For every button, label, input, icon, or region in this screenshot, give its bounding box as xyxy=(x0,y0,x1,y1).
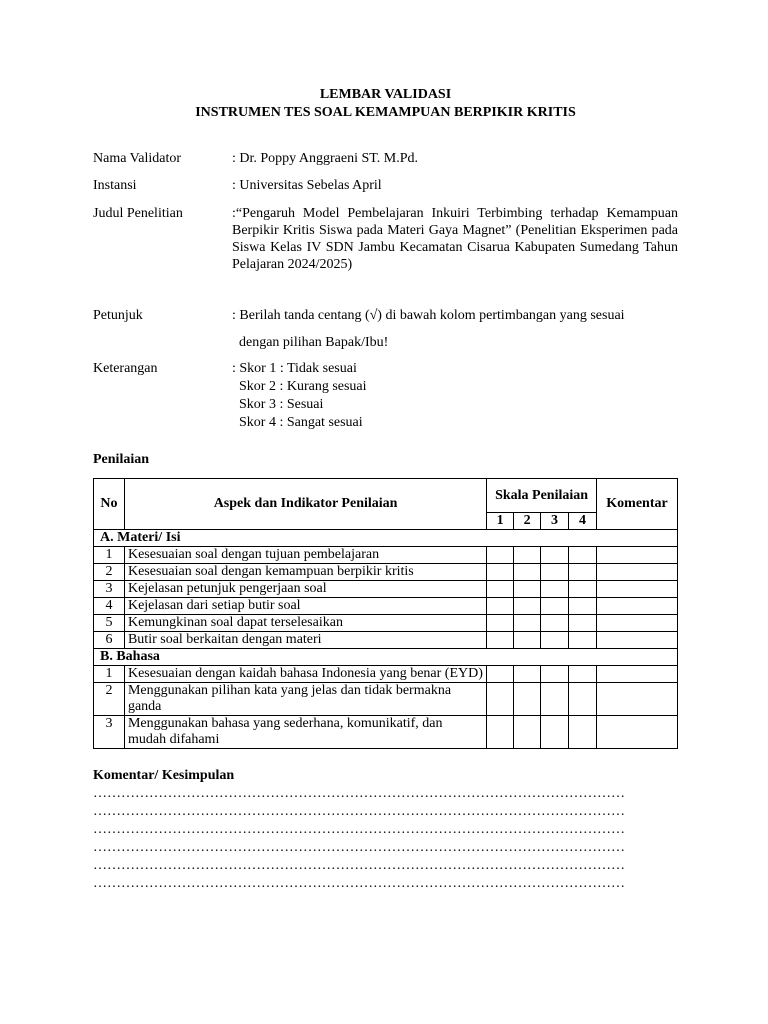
comment-line: …………………………………………………………………………………………………… xyxy=(93,876,625,891)
row-indicator: Menggunakan bahasa yang sederhana, komunikatif, dan mudah difahami xyxy=(124,716,486,749)
row-indicator: Kejelasan petunjuk pengerjaan soal xyxy=(124,581,486,598)
score-cell-1[interactable] xyxy=(487,716,514,749)
row-number: 6 xyxy=(94,632,125,649)
judul-label: Judul Penelitian xyxy=(93,206,183,221)
validator-info xyxy=(93,150,678,432)
score-cell-2[interactable] xyxy=(514,683,541,716)
score-cell-3[interactable] xyxy=(541,581,569,598)
skor-1: : Skor 1 : Tidak sesuai xyxy=(232,361,357,376)
score-cell-1[interactable] xyxy=(487,666,514,683)
keterangan-label: Keterangan xyxy=(93,361,158,376)
validator-label: Nama Validator xyxy=(93,151,181,166)
score-cell-3[interactable] xyxy=(541,632,569,649)
comment-cell[interactable] xyxy=(596,716,677,749)
row-number: 5 xyxy=(94,615,125,632)
title-line-2: INSTRUMEN TES SOAL KEMAMPUAN BERPIKIR KRITIS xyxy=(195,105,576,120)
score-cell-3[interactable] xyxy=(541,666,569,683)
score-cell-3[interactable] xyxy=(541,547,569,564)
score-cell-2[interactable] xyxy=(514,598,541,615)
row-indicator: Menggunakan pilihan kata yang jelas dan tidak bermakna ganda xyxy=(124,683,486,716)
judul-row xyxy=(93,205,678,273)
comment-line: …………………………………………………………………………………………………… xyxy=(93,858,625,873)
comment-line: …………………………………………………………………………………………………… xyxy=(93,804,625,819)
comment-line: …………………………………………………………………………………………………… xyxy=(93,786,625,801)
score-cell-2[interactable] xyxy=(514,547,541,564)
komentar-heading: Komentar/ Kesimpulan xyxy=(93,768,235,783)
header-no: No xyxy=(94,479,125,530)
row-indicator: Kesesuaian soal dengan tujuan pembelajaran xyxy=(124,547,486,564)
scale-2: 2 xyxy=(514,513,541,530)
row-indicator: Kemungkinan soal dapat terselesaikan xyxy=(124,615,486,632)
comment-cell[interactable] xyxy=(596,564,677,581)
row-number: 2 xyxy=(94,683,125,716)
scale-1: 1 xyxy=(487,513,514,530)
comment-cell[interactable] xyxy=(596,547,677,564)
score-cell-4[interactable] xyxy=(569,598,597,615)
header-aspek: Aspek dan Indikator Penilaian xyxy=(124,479,486,530)
comment-cell[interactable] xyxy=(596,598,677,615)
table-row xyxy=(94,547,678,564)
scale-4: 4 xyxy=(569,513,597,530)
score-cell-4[interactable] xyxy=(569,716,597,749)
comment-cell[interactable] xyxy=(596,666,677,683)
table-row xyxy=(94,615,678,632)
score-cell-2[interactable] xyxy=(514,632,541,649)
document-page xyxy=(93,86,678,893)
score-cell-3[interactable] xyxy=(541,716,569,749)
row-number: 4 xyxy=(94,598,125,615)
score-cell-1[interactable] xyxy=(487,683,514,716)
table-row xyxy=(94,598,678,615)
instansi-label: Instansi xyxy=(93,178,137,193)
instansi-value: : Universitas Sebelas April xyxy=(232,178,382,193)
row-number: 2 xyxy=(94,564,125,581)
comment-cell[interactable] xyxy=(596,632,677,649)
row-indicator: Butir soal berkaitan dengan materi xyxy=(124,632,486,649)
table-row xyxy=(94,683,678,716)
score-cell-1[interactable] xyxy=(487,564,514,581)
comment-cell[interactable] xyxy=(596,581,677,598)
comment-cell[interactable] xyxy=(596,615,677,632)
section-a-row xyxy=(94,530,678,547)
score-cell-2[interactable] xyxy=(514,564,541,581)
score-cell-4[interactable] xyxy=(569,666,597,683)
scale-3: 3 xyxy=(541,513,569,530)
comment-line: …………………………………………………………………………………………………… xyxy=(93,840,625,855)
score-cell-2[interactable] xyxy=(514,615,541,632)
score-cell-4[interactable] xyxy=(569,581,597,598)
score-cell-4[interactable] xyxy=(569,632,597,649)
score-cell-4[interactable] xyxy=(569,547,597,564)
score-cell-3[interactable] xyxy=(541,564,569,581)
score-cell-1[interactable] xyxy=(487,598,514,615)
score-cell-3[interactable] xyxy=(541,683,569,716)
score-cell-1[interactable] xyxy=(487,581,514,598)
penilaian-table xyxy=(93,478,678,749)
header-komentar: Komentar xyxy=(596,479,677,530)
comment-line: …………………………………………………………………………………………………… xyxy=(93,822,625,837)
skor-4: Skor 4 : Sangat sesuai xyxy=(239,415,363,430)
row-indicator: Kejelasan dari setiap butir soal xyxy=(124,598,486,615)
score-cell-1[interactable] xyxy=(487,632,514,649)
petunjuk-line-1: : Berilah tanda centang (√) di bawah kolom pertimbangan yang sesuai xyxy=(232,308,625,323)
table-row xyxy=(94,666,678,683)
row-number: 1 xyxy=(94,666,125,683)
validator-row xyxy=(93,150,678,167)
table-row xyxy=(94,581,678,598)
score-cell-4[interactable] xyxy=(569,564,597,581)
score-cell-2[interactable] xyxy=(514,666,541,683)
header-skala: Skala Penilaian xyxy=(487,479,597,513)
score-cell-1[interactable] xyxy=(487,547,514,564)
penilaian-heading: Penilaian xyxy=(93,452,150,467)
row-number: 3 xyxy=(94,716,125,749)
validator-value: : Dr. Poppy Anggraeni ST. M.Pd. xyxy=(232,151,419,166)
row-indicator: Kesesuaian soal dengan kemampuan berpikir kritis xyxy=(124,564,486,581)
score-cell-1[interactable] xyxy=(487,615,514,632)
title-line-1: LEMBAR VALIDASI xyxy=(319,87,452,102)
score-cell-3[interactable] xyxy=(541,615,569,632)
skor-3: Skor 3 : Sesuai xyxy=(239,397,324,412)
row-number: 3 xyxy=(94,581,125,598)
score-cell-2[interactable] xyxy=(514,716,541,749)
instansi-row xyxy=(93,177,678,194)
table-row xyxy=(94,564,678,581)
petunjuk-line-2: dengan pilihan Bapak/Ibu! xyxy=(239,335,389,350)
comment-cell[interactable] xyxy=(596,683,677,716)
keterangan-row xyxy=(93,360,678,432)
table-row xyxy=(94,632,678,649)
section-b-label: B. Bahasa xyxy=(94,649,678,666)
petunjuk-row xyxy=(93,307,678,351)
komentar-lines[interactable] xyxy=(93,785,678,893)
skor-2: Skor 2 : Kurang sesuai xyxy=(239,379,367,394)
judul-value: :“Pengaruh Model Pembelajaran Inkuiri Terbimbing terhadap Kemampuan Berpikir Kritis Siswa pada Materi Gaya Magnet” (Penelitian Eksperimen pada Siswa Kelas IV SDN Jambu Kecamatan Cisarua Kabupaten Sumedang Tahun Pelajaran 2024/2025) xyxy=(232,206,678,272)
score-cell-2[interactable] xyxy=(514,581,541,598)
score-cell-4[interactable] xyxy=(569,683,597,716)
score-cell-4[interactable] xyxy=(569,615,597,632)
document-title xyxy=(93,86,678,122)
petunjuk-label: Petunjuk xyxy=(93,308,143,323)
row-indicator: Kesesuaian dengan kaidah bahasa Indonesia yang benar (EYD) xyxy=(124,666,486,683)
score-cell-3[interactable] xyxy=(541,598,569,615)
section-a-label: A. Materi/ Isi xyxy=(94,530,678,547)
row-number: 1 xyxy=(94,547,125,564)
section-b-row xyxy=(94,649,678,666)
table-row xyxy=(94,716,678,749)
